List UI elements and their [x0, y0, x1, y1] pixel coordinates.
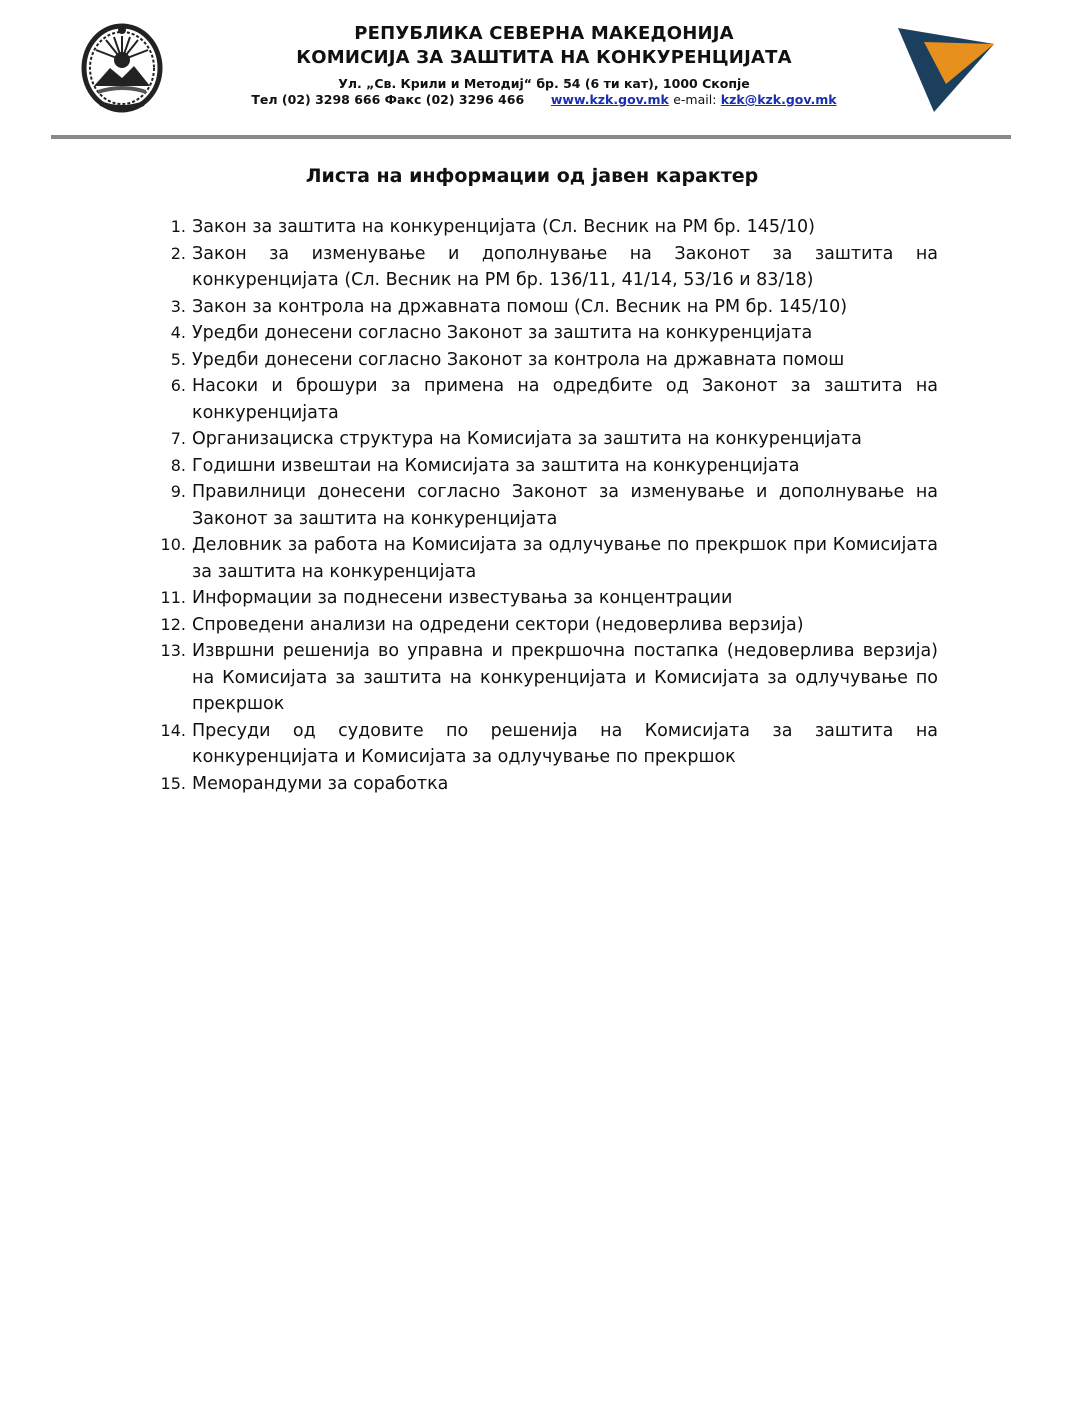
list-item-number: 4.: [170, 323, 186, 342]
contact-line: [200, 91, 888, 109]
page-title: Листа на информации од јавен карактер: [305, 165, 759, 187]
list-item-number: 13.: [160, 641, 186, 660]
list-item: [148, 426, 938, 453]
list-item-number: 2.: [170, 243, 186, 263]
coat-of-arms-icon: [80, 20, 164, 114]
list-item-number: 1.: [170, 217, 186, 236]
list-item-text: Уредби донесени согласно Законот за заштита на конкуренцијата: [192, 323, 813, 343]
list-item: [148, 638, 938, 718]
list-item-text: Закон за заштита на конкуренцијата (Сл. Весник на РМ бр. 145/10): [192, 217, 816, 237]
email-label: e-mail:: [673, 92, 717, 107]
information-list: [148, 214, 938, 797]
list-item: [148, 771, 938, 798]
country-name: РЕПУБЛИКА СЕВЕРНА МАКЕДОНИЈА: [354, 23, 734, 44]
list-item-number: 10.: [160, 535, 186, 554]
list-item-text: Пресуди од судовите по решенија на Комисијата за заштита на конкуренцијата и Комисијата за одлучување по прекршок: [192, 720, 938, 767]
list-item-text: Извршни решенија во управна и прекршочна постапка (недоверлива верзија) на Комисијата за заштита на конкуренцијата и Комисијата за одлучување по прекршок: [192, 641, 938, 714]
letterhead: [0, 0, 1088, 140]
phone-fax: Тел (02) 3298 666 Факс (02) 3296 466: [251, 92, 525, 107]
list-item-number: 15.: [160, 773, 186, 793]
list-item-number: 6.: [170, 376, 186, 395]
list-item-text: Организациска структура на Комисијата за заштита на конкуренцијата: [192, 429, 862, 449]
list-item: [148, 214, 938, 241]
institution-name: КОМИСИЈА ЗА ЗАШТИТА НА КОНКУРЕНЦИЈАТА: [296, 47, 792, 68]
letterhead-text: [200, 22, 888, 109]
list-item: [148, 585, 938, 612]
list-item: [148, 294, 938, 321]
list-item: [148, 718, 938, 771]
list-item-number: 14.: [160, 720, 186, 740]
list-item-text: Закон за изменување и дополнување на Законот за заштита на конкуренцијата (Сл. Весник на РМ бр. 136/11, 41/14, 53/16 и 83/18): [192, 243, 938, 290]
list-item-text: Насоки и брошури за примена на одредбите од Законот за заштита на конкуренцијата: [192, 376, 938, 423]
commission-logo-icon: [894, 22, 998, 114]
list-item-number: 7.: [170, 429, 186, 448]
list-item-text: Спроведени анализи на одредени сектори (недоверлива верзија): [192, 614, 804, 635]
list-item: [148, 453, 938, 480]
list-item: [148, 612, 938, 639]
list-item-text: Меморандуми за соработка: [192, 773, 449, 794]
header-divider: [51, 135, 1011, 139]
list-item: [148, 241, 938, 294]
list-item-text: Закон за контрола на државната помош (Сл. Весник на РМ бр. 145/10): [192, 296, 848, 317]
list-item: [148, 373, 938, 426]
list-item-number: 12.: [160, 614, 186, 634]
list-item-text: Деловник за работа на Комисијата за одлучување по прекршок при Комисијата за заштита на конкуренцијата: [192, 535, 938, 582]
list-item-number: 5.: [170, 349, 186, 369]
list-item-text: Уредби донесени согласно Законот за контрола на државната помош: [192, 349, 845, 370]
list-item-text: Информации за поднесени известувања за концентрации: [192, 588, 733, 608]
email-link[interactable]: kzk@kzk.gov.mk: [720, 92, 837, 107]
list-item: [148, 532, 938, 585]
list-item: [148, 479, 938, 532]
list-item-number: 8.: [170, 455, 186, 475]
list-item-number: 9.: [170, 482, 186, 501]
list-item: [148, 320, 938, 347]
list-item-number: 3.: [170, 296, 186, 316]
address: Ул. „Св. Крили и Методиј“ бр. 54 (6 ти кат), 1000 Скопје: [338, 76, 750, 91]
list-item-text: Правилници донесени согласно Законот за изменување и дополнување на Законот за заштита на конкуренцијата: [192, 482, 938, 529]
list-item-number: 11.: [160, 588, 186, 607]
list-item-text: Годишни извештаи на Комисијата за заштита на конкуренцијата: [192, 455, 800, 476]
list-item: [148, 347, 938, 374]
website-link[interactable]: www.kzk.gov.mk: [550, 92, 669, 107]
